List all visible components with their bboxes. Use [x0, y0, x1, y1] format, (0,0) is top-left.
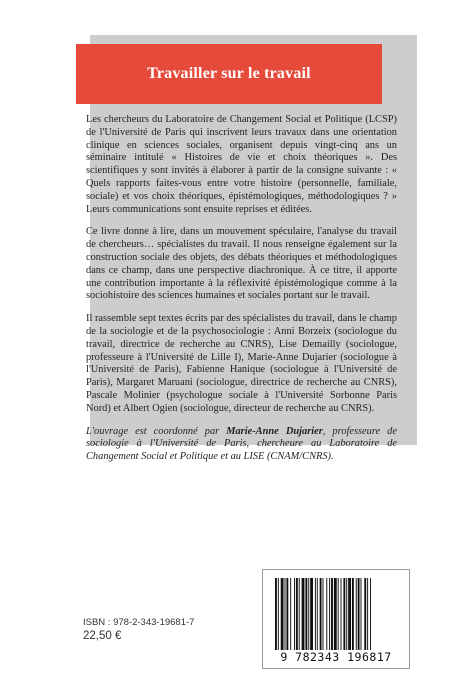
barcode-bars-icon: [273, 578, 397, 650]
isbn-text: ISBN : 978-2-343-19681-7: [83, 617, 195, 628]
barcode-bar: [346, 578, 347, 650]
barcode: [262, 569, 410, 669]
barcode-bar: [334, 578, 337, 650]
barcode-bar: [367, 578, 368, 650]
coordination-suffix: , professeure de sociologie à l'Université de Paris, chercheure au Laboratoire de Changement Social et Politique et au LISE (CNAM/CNRS).: [86, 425, 397, 463]
barcode-bar: [331, 578, 333, 650]
barcode-bar: [358, 578, 360, 650]
coordination-note: [86, 426, 397, 464]
coordination-prefix: L'ouvrage est coordonné par: [86, 425, 227, 437]
barcode-bar: [285, 578, 286, 650]
barcode-bar: [370, 578, 371, 650]
barcode-bar: [361, 578, 362, 650]
barcode-bar: [356, 578, 357, 650]
barcode-bar: [290, 578, 291, 650]
barcode-bar: [323, 578, 324, 650]
title-banner: [76, 44, 382, 104]
price-text: 22,50 €: [83, 630, 122, 642]
barcode-bar: [296, 578, 298, 650]
barcode-bar: [348, 578, 351, 650]
barcode-bar: [281, 578, 284, 650]
summary-paragraph-3: Il rassemble sept textes écrits par des spécialistes du travail, dans le champ de la sociologie et de la psychosociologie : Anni Borzeix (sociologue du travail, directrice de recherche au CNRS), Lise Demailly (sociologue, professeure à l'Université de Lille I), Marie-Anne Dujarier (sociologue à l'Université de Paris), Fabienne Hanique (sociologue à l'Université de Paris), Margaret Maruani (sociologue, directrice de recherche au CNRS), Pascale Molinier (psychologue sociale à l'Université Sorbonne Paris Nord) et Albert Ogien (sociologue, directeur de recherche au CNRS).: [86, 313, 397, 414]
barcode-bar: [278, 578, 279, 650]
barcode-bar: [329, 578, 330, 650]
barcode-bar: [294, 578, 295, 650]
summary-paragraph-1: Les chercheurs du Laboratoire de Changement Social et Politique (LCSP) de l'Université de Paris qui inscrivent leurs travaux dans une orientation clinique en sciences sociales, organisent depuis vingt-cinq ans un séminaire intitulé « Histoires de vie et choix théoriques ». Des scientifiques y sont invités à élaborer à partir de la consigne suivante : « Quels rapports faites-vous entre votre histoire (personnelle, familiale, sociale) et vos choix théoriques, épistémologiques, méthodologiques ? » Leurs communications sont ensuite reprises et éditées.: [86, 114, 397, 215]
barcode-bar: [338, 578, 339, 650]
barcode-bar: [299, 578, 300, 650]
barcode-bar: [315, 578, 316, 650]
barcode-bar: [305, 578, 307, 650]
book-title: Travailler sur le travail: [147, 65, 311, 82]
barcode-bar: [341, 578, 342, 650]
barcode-bar: [308, 578, 309, 650]
back-cover-summary: [86, 114, 397, 474]
barcode-bar: [317, 578, 318, 650]
barcode-bar: [343, 578, 345, 650]
barcode-digits: 9 782343 196817: [280, 650, 392, 664]
barcode-bar: [302, 578, 305, 650]
barcode-bar: [320, 578, 322, 650]
barcode-bar: [310, 578, 313, 650]
barcode-bar: [352, 578, 354, 650]
barcode-bar: [275, 578, 277, 650]
summary-paragraph-2: Ce livre donne à lire, dans un mouvement spéculaire, l'analyse du travail de chercheurs… spécialistes du travail. Il nous renseigne également sur la construction sociale des objets, des débats théoriques et méthodologiques dans ce champ, dans une perspective diachronique. À ce titre, il apporte une contribution importante à la réflexivité épistémologique comme à la sociohistoire des sciences humaines et sociales portant sur le travail.: [86, 226, 397, 302]
barcode-bar: [364, 578, 366, 650]
barcode-bar: [326, 578, 327, 650]
barcode-bar: [286, 578, 288, 650]
coordinator-name: Marie-Anne Dujarier: [226, 425, 323, 437]
